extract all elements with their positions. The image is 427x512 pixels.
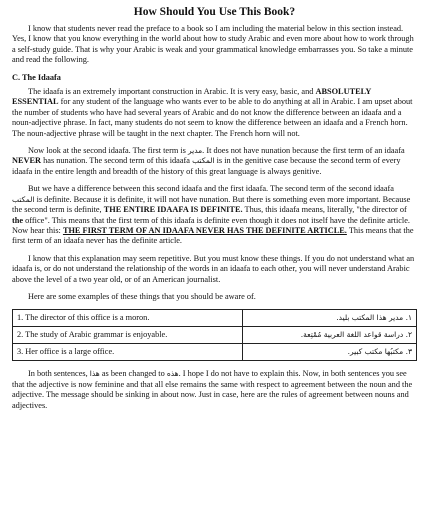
text: . I hope I do not have to explain this. Now, in both sentences you see that the adjective is now feminine and that all else remains the same with respect to agreement between the noun and the adjective. The message should be sinking in about now. Just in case, here are the rules of agreement between nouns and adjectives. — [12, 369, 413, 410]
arabic-word: هذه — [166, 369, 179, 379]
paragraph-examples-intro: Here are some examples of these things that you should be aware of. — [28, 291, 256, 301]
paragraph-idaafa-intro — [12, 87, 417, 139]
text: has nunation. The second term of this idaafa — [43, 156, 190, 166]
text: . It does not have nunation because the first term of an idaafa — [202, 146, 405, 156]
text: In both sentences, — [28, 369, 88, 379]
text: Now look at the second idaafa. The first term is — [28, 146, 186, 156]
text: But we have a difference between this second idaafa and the first idaafa. The second term of the second idaafa — [28, 184, 394, 194]
text: The idaafa is an extremely important construction in Arabic. It is very easy, basic, and — [28, 87, 314, 97]
arabic-word: المكتب — [192, 156, 215, 166]
text: for any student of the language who wants ever to be able to do anything at all in Arabic. I am upset about the number of students who have had several years of Arabic and do not know the difference between an idaafa and a noun-adjective phrase. In fact, many students do not seem to know the difference between an idaafa and a French horn. The noun-adjective phrase will be taught in the next chapter. The French horn will not. — [12, 97, 413, 138]
table-row — [13, 327, 417, 344]
paragraph-repetitive: I know that this explanation may seem repetitive. But you must know these things. If you do not understand what an idaafa is, or do not understand the relationship of the words in an idaafa to each other, you will never understand Arabic above the level of a two year old, or of an American journalist. — [12, 253, 415, 284]
arabic-word: المكتب — [12, 194, 35, 204]
table-row — [13, 310, 417, 327]
example-arabic: ٣. مكتبُها مكتب كبير. — [243, 344, 417, 361]
text: office". This means that the first term of this idaafa is definite even though it does not itself have the definite article. Now hear this: — [12, 215, 410, 235]
emphasis: NEVER — [12, 156, 42, 166]
intro-paragraph: I know that students never read the preface to a book so I am including the material below in this section instead. Yes, I know that you know everything in the world about how to study Arabic and even more about how to work through a self-study guide. That is why your Arabic is weak and your grammatical knowledge embarrasses you. So take a minute and read the following. — [12, 24, 414, 65]
examples-table — [12, 309, 417, 361]
arabic-word: مدير — [187, 146, 203, 156]
example-english: 2. The study of Arabic grammar is enjoyable. — [13, 327, 243, 344]
arabic-word: هذا — [89, 369, 100, 379]
example-arabic: ١. مدير هذا المكتب بليد. — [243, 310, 417, 327]
emphasis: ABSOLUTELY ESSENTIAL — [12, 87, 372, 107]
text: This means that the first term of an idaafa never has the definite article. — [12, 225, 414, 246]
example-arabic: ٢. دراسة قواعد اللغة العربية مُمْتِعة. — [243, 327, 417, 344]
section-heading: C. The Idaafa — [12, 72, 61, 82]
text: is in the genitive case because the second term of every idaafa in the entire length and breadth of the history of this great language is always genitive. — [12, 156, 401, 176]
underlined-emphasis: THE FIRST TERM OF AN IDAAFA NEVER HAS THE DEFINITE ARTICLE. — [62, 225, 347, 235]
example-english: 1. The director of this office is a moron. — [13, 310, 243, 327]
paragraph-both-sentences — [12, 369, 417, 411]
text: Thus, this idaafa means, literally, "the director of — [244, 205, 407, 215]
paragraph-definite-idaafa — [12, 184, 417, 246]
table-row — [13, 344, 417, 361]
emphasis: THE ENTIRE IDAAFA IS DEFINITE. — [103, 205, 243, 215]
page-title: How Should You Use This Book? — [133, 6, 296, 18]
emphasis: the — [12, 215, 24, 225]
example-english: 3. Her office is a large office. — [13, 344, 243, 361]
paragraph-second-idaafa — [12, 146, 417, 177]
text: is definite. Because it is definite, it will not have nunation. But there is something even more important. Because the second term is definite, — [12, 194, 411, 215]
text: as been changed to — [101, 369, 165, 379]
